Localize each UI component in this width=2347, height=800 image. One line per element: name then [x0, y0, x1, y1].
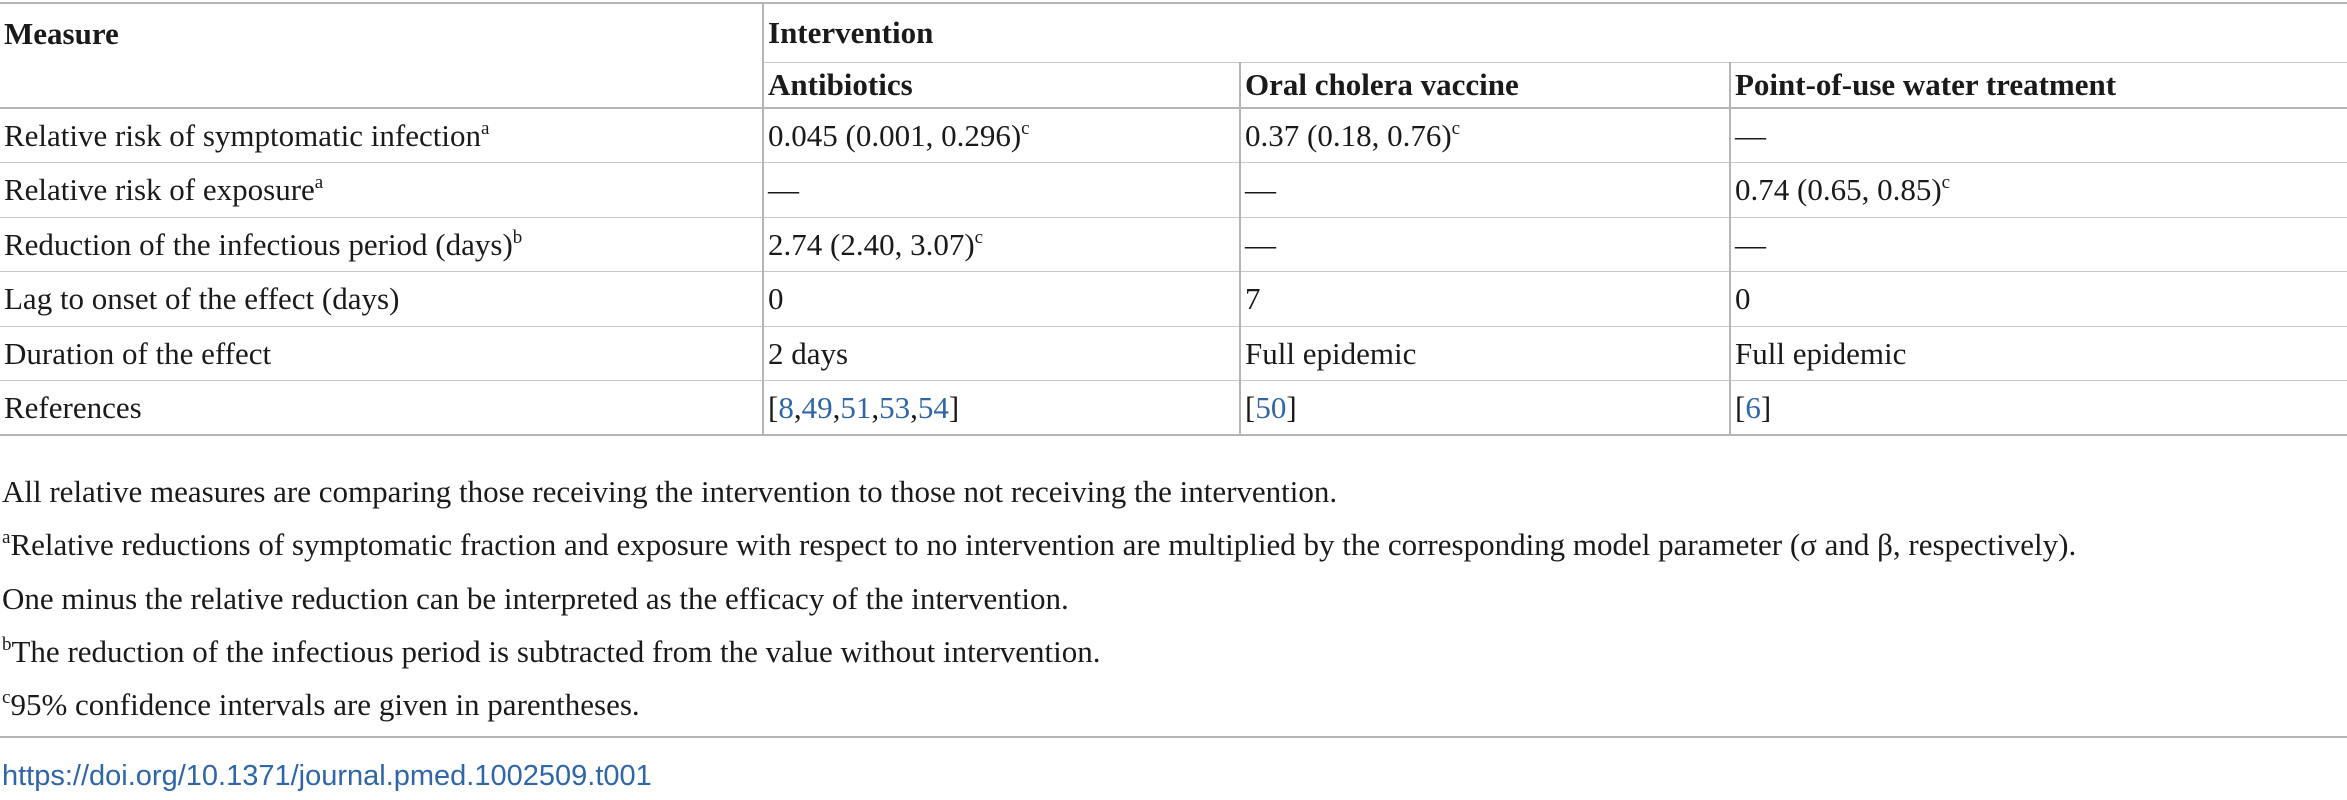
references-antibiotics: [8,49,51,53,54]: [763, 381, 1240, 436]
header-oral-cholera-vaccine: Oral cholera vaccine: [1240, 62, 1730, 108]
table-row: [0, 108, 2347, 163]
header-antibiotics: Antibiotics: [763, 62, 1240, 108]
cell-antibiotics: 0.045 (0.001, 0.296)$^c$: [763, 108, 1240, 163]
cell-vaccine: Full epidemic: [1240, 326, 1730, 381]
reference-link[interactable]: 49: [801, 390, 833, 425]
divider: [0, 736, 2347, 738]
header-point-of-use-water-treatment: Point-of-use water treatment: [1730, 62, 2347, 108]
header-measure: Measure: [0, 3, 763, 108]
reference-link[interactable]: 51: [840, 390, 872, 425]
reference-link[interactable]: 53: [879, 390, 911, 425]
cell-water: —: [1730, 217, 2347, 272]
cell-vaccine: —: [1240, 163, 1730, 218]
table-row: [0, 326, 2347, 381]
table-row-references: [0, 381, 2347, 436]
table-row: [0, 272, 2347, 327]
cell-water: Full epidemic: [1730, 326, 2347, 381]
doi-link[interactable]: https://doi.org/10.1371/journal.pmed.1002509.t001: [2, 760, 652, 792]
cell-antibiotics: 0: [763, 272, 1240, 327]
footnote-a-continued: One minus the relative reduction can be interpreted as the efficacy of the intervention.: [2, 581, 1069, 616]
reference-link[interactable]: 6: [1745, 390, 1761, 425]
references-label: References: [0, 381, 763, 436]
row-measure-label: Relative risk of exposure$^a$: [0, 163, 763, 218]
interventions-table: [0, 2, 2347, 436]
header-intervention: Intervention: [763, 3, 2347, 62]
row-measure-label: Relative risk of symptomatic infection$^a$: [0, 108, 763, 163]
row-measure-label: Duration of the effect: [0, 326, 763, 381]
cell-water: 0.74 (0.65, 0.85)$^c$: [1730, 163, 2347, 218]
cell-vaccine: 7: [1240, 272, 1730, 327]
cell-water: 0: [1730, 272, 2347, 327]
cell-vaccine: —: [1240, 217, 1730, 272]
footnote-c: $^c$95% confidence intervals are given in parentheses.: [2, 687, 640, 722]
reference-link[interactable]: 54: [917, 390, 949, 425]
table-row: [0, 217, 2347, 272]
row-measure-label: Reduction of the infectious period (days)$^b$: [0, 217, 763, 272]
footnote-b: $^b$The reduction of the infectious period is subtracted from the value without intervention.: [2, 634, 1101, 669]
cell-antibiotics: 2 days: [763, 326, 1240, 381]
cell-antibiotics: —: [763, 163, 1240, 218]
cell-water: —: [1730, 108, 2347, 163]
reference-link[interactable]: 50: [1255, 390, 1287, 425]
cell-antibiotics: 2.74 (2.40, 3.07)$^c$: [763, 217, 1240, 272]
footnote-a: $^a$Relative reductions of symptomatic fraction and exposure with respect to no intervention are multiplied by the corresponding model parameter (σ and β, respectively).: [2, 527, 2077, 562]
references-vaccine: [50]: [1240, 381, 1730, 436]
footnote-general: All relative measures are comparing those receiving the intervention to those not receiving the intervention.: [2, 474, 1338, 509]
references-water: [6]: [1730, 381, 2347, 436]
table-row: [0, 163, 2347, 218]
cell-vaccine: 0.37 (0.18, 0.76)$^c$: [1240, 108, 1730, 163]
reference-link[interactable]: 8: [778, 390, 794, 425]
row-measure-label: Lag to onset of the effect (days): [0, 272, 763, 327]
